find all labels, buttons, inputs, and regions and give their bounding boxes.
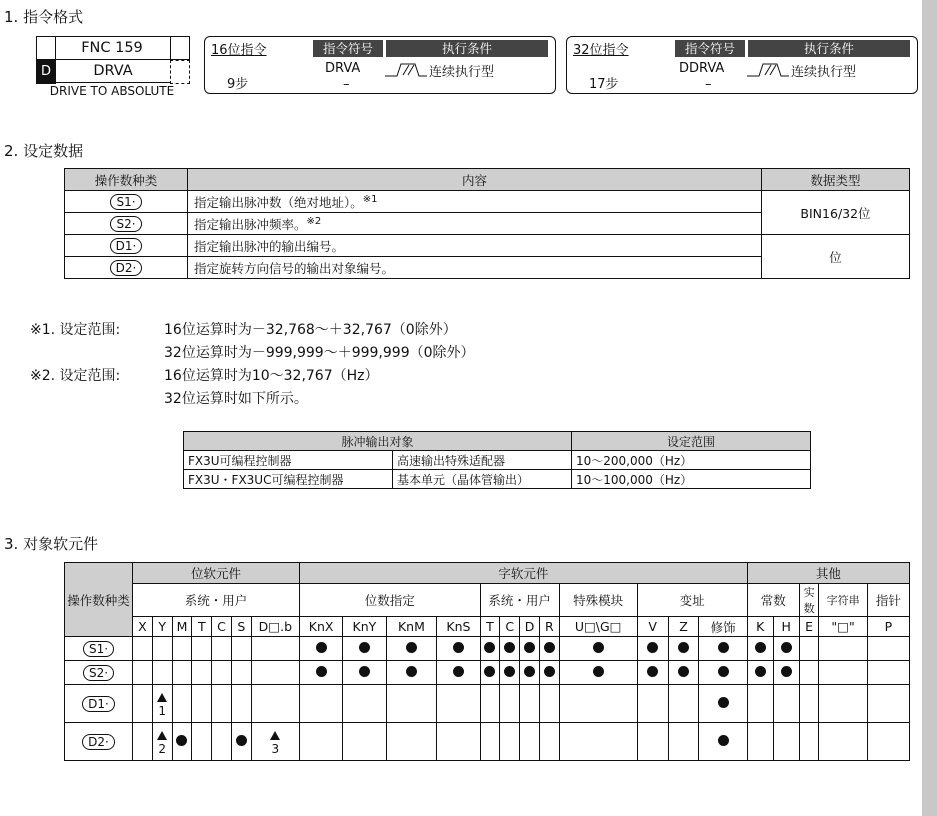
box16-symbol: DRVA xyxy=(325,61,361,76)
device-col-header: KnY xyxy=(343,617,386,637)
supported-dot-icon xyxy=(755,642,766,653)
device-cell xyxy=(699,637,747,661)
pulse-output-table xyxy=(183,431,811,489)
supported-dot-icon xyxy=(678,642,689,653)
device-cell xyxy=(437,637,480,661)
device-cell xyxy=(133,723,153,761)
device-col-header: KnX xyxy=(299,617,342,637)
section-1-title: 1. 指令格式 xyxy=(4,8,84,26)
row-content: 指定输出脉冲数（绝对地址）。 xyxy=(194,194,363,210)
device-col-header: D□.b xyxy=(251,617,299,637)
supported-dot-icon xyxy=(504,666,515,677)
operand-badge: D1· xyxy=(82,696,115,712)
device-cell xyxy=(251,685,299,723)
device-row xyxy=(65,723,910,761)
device-col-header: U□\G□ xyxy=(559,617,637,637)
device-cell xyxy=(637,637,668,661)
device-cell xyxy=(539,685,559,723)
operand-badge: S2· xyxy=(110,216,141,232)
device-cell xyxy=(172,685,192,723)
sub-system-user-2: 系统・用户 xyxy=(480,584,559,617)
device-cell xyxy=(500,723,520,761)
device-cell xyxy=(559,637,637,661)
table-row xyxy=(65,235,910,257)
box16-symbol-extra: – xyxy=(343,77,350,92)
device-cell xyxy=(437,661,480,685)
table-row xyxy=(65,191,910,213)
col-content: 内容 xyxy=(188,169,762,191)
supported-dot-icon xyxy=(647,642,658,653)
operand-badge: D2· xyxy=(82,734,115,750)
device-col-header: KnM xyxy=(386,617,437,637)
supported-dot-icon xyxy=(593,642,604,653)
device-cell xyxy=(867,661,909,685)
device-cell xyxy=(133,637,153,661)
supported-dot-icon xyxy=(593,666,604,677)
operand-badge: S2· xyxy=(83,665,114,681)
instruction-16bit-box xyxy=(204,36,556,94)
device-cell xyxy=(386,723,437,761)
device-cell xyxy=(152,661,172,685)
device-cell xyxy=(668,661,699,685)
sub-pointer: 指针 xyxy=(867,584,909,617)
device-cell xyxy=(500,685,520,723)
col-operand: 操作数种类 xyxy=(65,169,188,191)
setting-data-table xyxy=(64,168,910,279)
supported-dot-icon xyxy=(359,666,370,677)
box32-symbol: DDRVA xyxy=(679,61,725,76)
page-edge-bar xyxy=(922,0,937,816)
device-cell xyxy=(559,723,637,761)
box32-symbol-header: 指令符号 xyxy=(675,40,745,57)
device-cell xyxy=(299,723,342,761)
device-row xyxy=(65,685,910,723)
device-cell xyxy=(343,661,386,685)
instruction-32bit-box xyxy=(566,36,918,94)
operand-badge: S1· xyxy=(83,641,114,657)
supported-dot-icon xyxy=(406,666,417,677)
device-cell xyxy=(819,661,867,685)
supported-dot-icon xyxy=(544,642,555,653)
device-col-header: H xyxy=(773,617,799,637)
supported-dot-icon xyxy=(678,666,689,677)
pulse-cell: FX3U可编程控制器 xyxy=(184,451,393,470)
condition-number: 2 xyxy=(158,741,167,756)
device-cell xyxy=(299,661,342,685)
sub-const: 常数 xyxy=(747,584,799,617)
supported-dot-icon xyxy=(718,666,729,677)
header-word-device: 字软元件 xyxy=(299,563,747,584)
condition-number: 3 xyxy=(271,741,280,756)
d-badge: D xyxy=(36,60,56,84)
note2-line1: 16位运算时为10～32,767（Hz） xyxy=(164,368,379,384)
device-cell xyxy=(668,685,699,723)
device-cell xyxy=(637,661,668,685)
device-col-header: 修饰 xyxy=(699,617,747,637)
device-cell xyxy=(192,661,212,685)
device-col-header: V xyxy=(637,617,668,637)
footnote-ref: ※1 xyxy=(362,193,378,205)
device-col-header: K xyxy=(747,617,773,637)
device-cell xyxy=(172,637,192,661)
header-bit-device: 位软元件 xyxy=(133,563,300,584)
device-col-header: E xyxy=(799,617,819,637)
fnc-description: DRIVE TO ABSOLUTE xyxy=(49,84,175,98)
device-cell xyxy=(747,723,773,761)
device-col-header: D xyxy=(520,617,540,637)
note1-line2: 32位运算时为－999,999～＋999,999（0除外） xyxy=(164,345,475,361)
device-cell xyxy=(500,661,520,685)
device-cell xyxy=(799,661,819,685)
conditional-triangle-icon xyxy=(270,731,280,740)
supported-dot-icon xyxy=(781,666,792,677)
device-row xyxy=(65,637,910,661)
device-cell xyxy=(172,661,192,685)
note2-line2: 32位运算时如下所示。 xyxy=(164,391,308,407)
device-cell xyxy=(299,637,342,661)
supported-dot-icon xyxy=(781,642,792,653)
supported-dot-icon xyxy=(236,735,247,746)
device-cell xyxy=(699,723,747,761)
section-2-title: 2. 设定数据 xyxy=(4,142,84,160)
device-cell xyxy=(343,637,386,661)
supported-dot-icon xyxy=(484,666,495,677)
pulse-cell: FX3U・FX3UC可编程控制器 xyxy=(184,470,393,489)
box32-type: 32位指令 xyxy=(573,43,629,58)
device-cell xyxy=(559,661,637,685)
conditional-triangle-icon xyxy=(157,731,167,740)
supported-dot-icon xyxy=(504,642,515,653)
box16-steps: 9步 xyxy=(227,77,249,92)
device-cell xyxy=(699,661,747,685)
device-col-header: S xyxy=(231,617,251,637)
operand-badge: D1· xyxy=(110,238,143,254)
device-cell xyxy=(212,723,232,761)
device-cell xyxy=(699,685,747,723)
device-cell xyxy=(773,661,799,685)
device-col-header: C xyxy=(212,617,232,637)
device-col-header: T xyxy=(480,617,500,637)
supported-dot-icon xyxy=(755,666,766,677)
device-cell xyxy=(773,685,799,723)
pulse-cell: 基本单元（晶体管输出） xyxy=(393,470,572,489)
device-cell xyxy=(386,637,437,661)
col-datatype: 数据类型 xyxy=(762,169,910,191)
supported-dot-icon xyxy=(406,642,417,653)
device-cell xyxy=(773,637,799,661)
pulse-cell: 10～100,000（Hz） xyxy=(572,470,811,489)
box32-condition: 连续执行型 xyxy=(791,65,857,80)
device-cell xyxy=(520,685,540,723)
footnote-ref: ※2 xyxy=(306,215,322,227)
supported-dot-icon xyxy=(176,735,187,746)
device-cell xyxy=(867,637,909,661)
table-row xyxy=(184,470,811,489)
supported-dot-icon xyxy=(316,666,327,677)
device-col-header: M xyxy=(172,617,192,637)
device-table xyxy=(64,562,910,761)
device-cell xyxy=(799,637,819,661)
device-col-header: C xyxy=(500,617,520,637)
device-cell xyxy=(747,637,773,661)
device-cell xyxy=(520,661,540,685)
supported-dot-icon xyxy=(316,642,327,653)
fnc-block xyxy=(36,36,201,118)
device-cell xyxy=(480,661,500,685)
sub-string: 字符串 xyxy=(819,584,867,617)
device-cell xyxy=(773,723,799,761)
device-cell xyxy=(212,685,232,723)
row-content: 指定旋转方向信号的输出对象编号。 xyxy=(188,257,762,279)
pulse-cell: 高速输出特殊适配器 xyxy=(393,451,572,470)
device-cell xyxy=(539,661,559,685)
device-cell xyxy=(251,661,299,685)
supported-dot-icon xyxy=(718,697,729,708)
table-row xyxy=(184,451,811,470)
device-cell xyxy=(480,685,500,723)
dtype-bit: 位 xyxy=(762,235,910,279)
device-cell xyxy=(133,685,153,723)
supported-dot-icon xyxy=(484,642,495,653)
pulse-cell: 10～200,000（Hz） xyxy=(572,451,811,470)
device-cell xyxy=(819,685,867,723)
device-col-header: Z xyxy=(668,617,699,637)
device-cell xyxy=(480,637,500,661)
box32-steps: 17步 xyxy=(589,77,619,92)
supported-dot-icon xyxy=(718,642,729,653)
device-cell xyxy=(231,685,251,723)
device-cell xyxy=(251,723,299,761)
pulse-header-target: 脉冲输出对象 xyxy=(184,432,572,451)
supported-dot-icon xyxy=(647,666,658,677)
device-cell xyxy=(152,637,172,661)
box32-condition-header: 执行条件 xyxy=(748,40,910,57)
device-cell xyxy=(559,685,637,723)
supported-dot-icon xyxy=(524,666,535,677)
header-other: 其他 xyxy=(747,563,909,584)
operand-badge: S1· xyxy=(110,194,141,210)
row-content: 指定输出脉冲的输出编号。 xyxy=(188,235,762,257)
device-row xyxy=(65,661,910,685)
box16-type: 16位指令 xyxy=(211,43,267,58)
device-cell xyxy=(799,723,819,761)
device-cell xyxy=(212,661,232,685)
device-col-header: P xyxy=(867,617,909,637)
continuous-pulse-icon xyxy=(385,61,427,79)
device-cell xyxy=(539,723,559,761)
sub-real: 实数 xyxy=(799,584,819,617)
device-cell xyxy=(520,723,540,761)
device-cell xyxy=(747,661,773,685)
box16-symbol-header: 指令符号 xyxy=(313,40,383,57)
fnc-mnemonic: DRVA xyxy=(56,60,170,83)
note1-line1: 16位运算时为－32,768～＋32,767（0除外） xyxy=(164,322,457,338)
supported-dot-icon xyxy=(544,666,555,677)
device-cell xyxy=(819,723,867,761)
operand-badge: D2· xyxy=(110,260,143,276)
device-col-header: X xyxy=(133,617,153,637)
device-col-header: R xyxy=(539,617,559,637)
device-cell xyxy=(520,637,540,661)
fnc-number: FNC 159 xyxy=(54,36,170,60)
device-cell xyxy=(343,723,386,761)
device-cell xyxy=(192,637,212,661)
device-col-header: Y xyxy=(152,617,172,637)
header-operand: 操作数种类 xyxy=(65,563,133,637)
device-cell xyxy=(231,637,251,661)
device-cell xyxy=(637,723,668,761)
device-cell xyxy=(867,685,909,723)
note1-label: ※1. 设定范围: xyxy=(30,322,121,338)
device-cell xyxy=(747,685,773,723)
device-cell xyxy=(437,685,480,723)
device-cell xyxy=(152,723,172,761)
device-cell xyxy=(212,637,232,661)
sub-module: 特殊模块 xyxy=(559,584,637,617)
note2-label: ※2. 设定范围: xyxy=(30,368,121,384)
device-col-header: T xyxy=(192,617,212,637)
section-3-title: 3. 对象软元件 xyxy=(4,535,99,553)
box16-condition: 连续执行型 xyxy=(429,65,495,80)
device-cell xyxy=(386,685,437,723)
sub-system-user: 系统・用户 xyxy=(133,584,300,617)
device-cell xyxy=(152,685,172,723)
device-cell xyxy=(133,661,153,685)
device-cell xyxy=(539,637,559,661)
dtype-bin: BIN16/32位 xyxy=(762,191,910,235)
device-cell xyxy=(668,637,699,661)
device-cell xyxy=(819,637,867,661)
device-cell xyxy=(192,723,212,761)
device-cell xyxy=(386,661,437,685)
device-cell xyxy=(500,637,520,661)
device-cell xyxy=(231,723,251,761)
condition-number: 1 xyxy=(158,703,167,718)
device-cell xyxy=(343,685,386,723)
pulse-header-range: 设定范围 xyxy=(572,432,811,451)
device-cell xyxy=(637,685,668,723)
device-cell xyxy=(867,723,909,761)
continuous-pulse-icon xyxy=(747,61,789,79)
device-cell xyxy=(299,685,342,723)
box32-symbol-extra: – xyxy=(705,77,712,92)
device-cell xyxy=(172,723,192,761)
device-cell xyxy=(668,723,699,761)
supported-dot-icon xyxy=(359,642,370,653)
device-cell xyxy=(437,723,480,761)
device-cell xyxy=(231,661,251,685)
device-cell xyxy=(799,685,819,723)
supported-dot-icon xyxy=(453,642,464,653)
device-cell xyxy=(251,637,299,661)
supported-dot-icon xyxy=(718,735,729,746)
device-col-header: "□" xyxy=(819,617,867,637)
device-cell xyxy=(192,685,212,723)
supported-dot-icon xyxy=(453,666,464,677)
device-col-header: KnS xyxy=(437,617,480,637)
conditional-triangle-icon xyxy=(157,693,167,702)
box16-condition-header: 执行条件 xyxy=(386,40,548,57)
sub-index: 变址 xyxy=(637,584,747,617)
device-cell xyxy=(480,723,500,761)
supported-dot-icon xyxy=(524,642,535,653)
row-content: 指定输出脉冲频率。 xyxy=(194,216,307,232)
sub-digit: 位数指定 xyxy=(299,584,480,617)
